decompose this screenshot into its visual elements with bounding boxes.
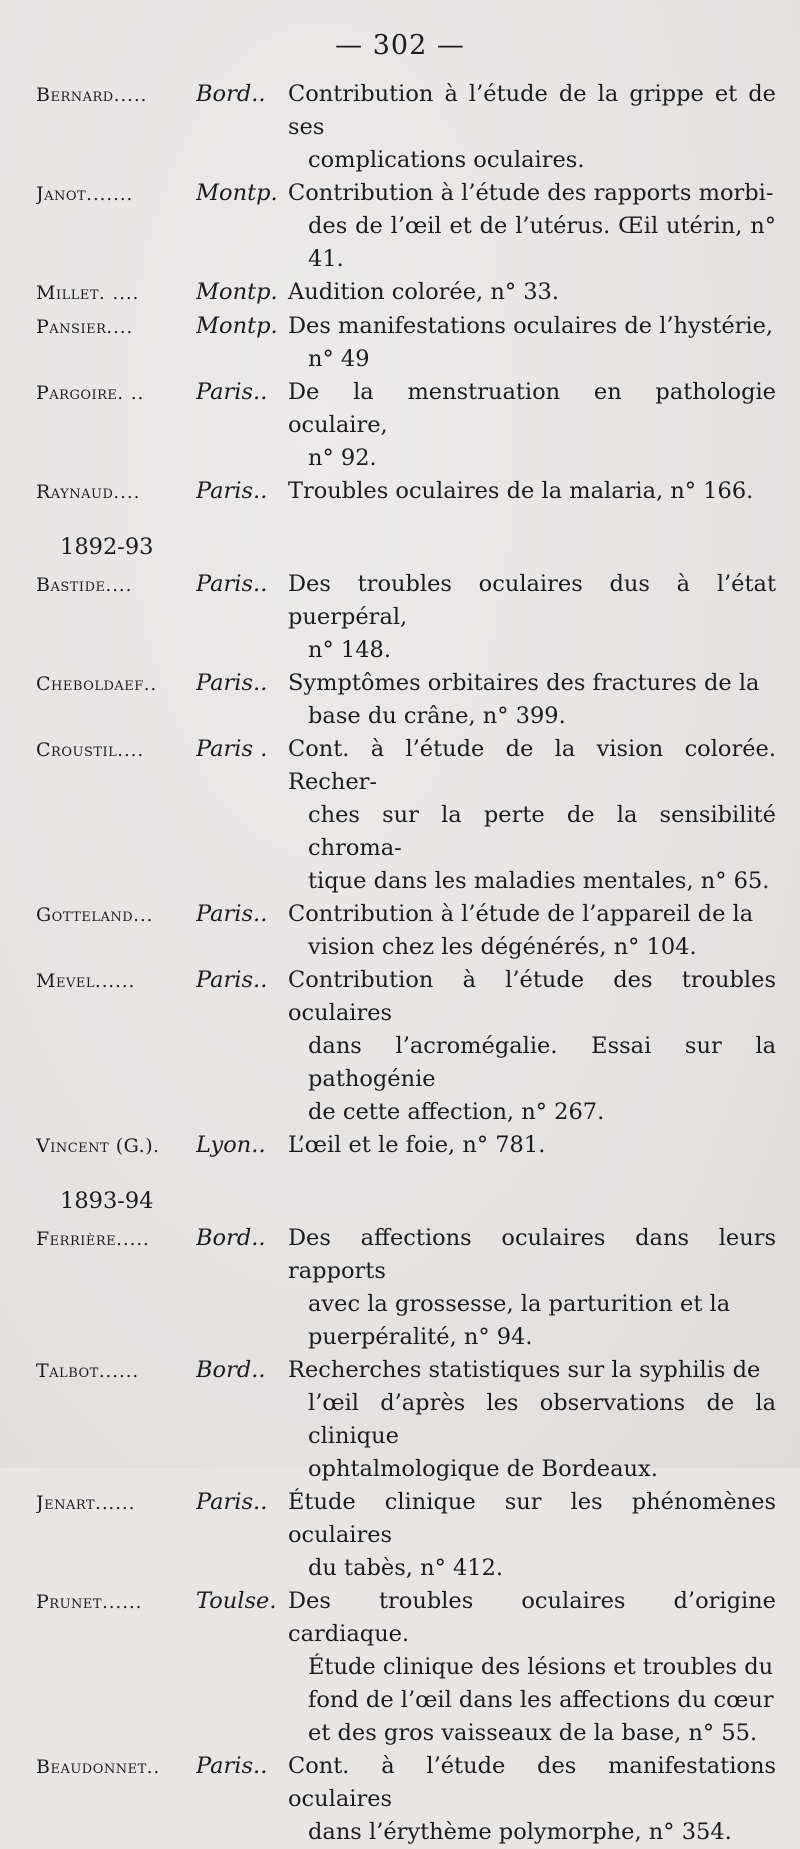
faculty-city: Bord.. — [196, 81, 266, 107]
title-line: Symptômes orbitaires des fractures de la — [288, 670, 760, 696]
thesis-title — [288, 1222, 776, 1354]
thesis-entry — [36, 376, 776, 475]
thesis-entry — [36, 1486, 776, 1585]
author-name: Vincent (G.) — [36, 1135, 154, 1157]
author-name: Mevel — [36, 970, 95, 992]
thesis-entry — [36, 1585, 776, 1750]
title-line: Des troubles oculaires d’origine cardiaque. — [288, 1588, 776, 1647]
faculty-city: Paris.. — [196, 379, 268, 405]
author-cell — [36, 1129, 196, 1163]
title-line: Troubles oculaires de la malaria, n° 166. — [288, 478, 754, 504]
thesis-title — [288, 1750, 776, 1849]
thesis-title — [288, 177, 776, 276]
thesis-title — [288, 276, 776, 309]
author-cell — [36, 733, 196, 767]
title-line: n° 92. — [308, 445, 377, 471]
leader-dots: ... — [133, 905, 154, 926]
thesis-entry — [36, 568, 776, 667]
thesis-title — [288, 1129, 776, 1162]
thesis-title — [288, 310, 776, 376]
leader-dots: ...... — [98, 1361, 140, 1382]
faculty-city: Paris.. — [196, 571, 268, 597]
title-line: complications oculaires. — [308, 147, 585, 173]
title-line: n° 49 — [308, 346, 370, 372]
author-cell — [36, 475, 196, 509]
thesis-entry — [36, 1750, 776, 1849]
title-line: du tabès, n° 412. — [308, 1555, 504, 1581]
author-cell — [36, 78, 196, 112]
thesis-entry — [36, 475, 776, 509]
leader-dots: .. — [143, 674, 158, 695]
author-name: Croustil — [36, 739, 118, 761]
thesis-title — [288, 78, 776, 177]
author-cell — [36, 898, 196, 932]
thesis-entry — [36, 1354, 776, 1486]
thesis-title — [288, 667, 776, 733]
title-line: Contribution à l’étude des rapports morbi- — [288, 180, 774, 206]
thesis-entry — [36, 1222, 776, 1354]
faculty-city: Paris.. — [196, 1489, 268, 1515]
faculty-city: Lyon.. — [196, 1132, 266, 1158]
author-name: Gotteland — [36, 904, 134, 926]
author-cell — [36, 1222, 196, 1256]
leader-dots: ...... — [95, 1493, 136, 1514]
faculty-city: Montp. — [196, 313, 278, 339]
leader-dots: .... — [106, 317, 134, 338]
faculty-city: Bord.. — [196, 1357, 266, 1383]
faculty-city: Paris . — [196, 736, 268, 762]
title-line: tique dans les maladies mentales, n° 65. — [308, 868, 770, 894]
title-line: n° 148. — [308, 637, 391, 663]
title-line: De la menstruation en pathologie oculaire, — [288, 379, 776, 438]
leader-dots: ...... — [94, 971, 136, 992]
author-name: Prunet — [36, 1591, 103, 1613]
thesis-title — [288, 1585, 776, 1750]
thesis-entry — [36, 1129, 776, 1163]
thesis-list — [36, 78, 776, 1849]
author-name: Pansier — [36, 316, 107, 338]
thesis-entry — [36, 78, 776, 177]
author-name: Raynaud — [36, 481, 114, 503]
leader-dots: ..... — [116, 1229, 150, 1250]
author-cell — [36, 376, 196, 410]
thesis-entry — [36, 276, 776, 310]
faculty-city: Paris.. — [196, 670, 268, 696]
author-cell — [36, 1750, 196, 1784]
faculty-city: Bord.. — [196, 1225, 266, 1251]
author-cell — [36, 276, 196, 310]
author-name: Talbot — [36, 1360, 99, 1382]
author-name: Ferrière — [36, 1228, 117, 1250]
title-line: Cont. à l’étude des manifestations oculaires — [288, 1753, 776, 1812]
leader-dots: .... — [105, 575, 133, 596]
title-line: dans l’acromégalie. Essai sur la pathogénie — [308, 1033, 776, 1092]
thesis-entry — [36, 310, 776, 376]
title-line: Cont. à l’étude de la vision colorée. Recher- — [288, 736, 776, 795]
faculty-city: Paris.. — [196, 478, 268, 504]
author-cell — [36, 568, 196, 602]
author-name: Beaudonnet — [36, 1756, 147, 1778]
title-line: Étude clinique sur les phénomènes oculaires — [288, 1489, 776, 1548]
thesis-entry — [36, 898, 776, 964]
leader-dots: ....... — [86, 184, 134, 205]
leader-dots: .... — [117, 740, 145, 761]
thesis-title — [288, 1486, 776, 1585]
title-line: Des troubles oculaires dus à l’état puerpéral, — [288, 571, 776, 630]
thesis-entry — [36, 733, 776, 898]
author-cell — [36, 1354, 196, 1388]
thesis-entry — [36, 177, 776, 276]
title-line: Audition colorée, n° 33. — [288, 279, 560, 305]
title-line: fond de l’œil dans les affections du cœur — [308, 1687, 774, 1713]
title-line: de cette affection, n° 267. — [308, 1099, 605, 1125]
title-line: Des manifestations oculaires de l’hystérie, — [288, 313, 774, 339]
thesis-title — [288, 733, 776, 898]
title-line: et des gros vaisseaux de la base, n° 55. — [308, 1720, 758, 1746]
author-name: Bernard — [36, 84, 114, 106]
thesis-title — [288, 376, 776, 475]
thesis-title — [288, 475, 776, 508]
author-name: Millet — [36, 282, 100, 304]
title-line: avec la grossesse, la parturition et la — [308, 1291, 731, 1317]
year-heading: 1893-94 — [60, 1188, 154, 1214]
faculty-city: Paris.. — [196, 967, 268, 993]
author-name: Cheboldaef — [36, 673, 144, 695]
faculty-city: Paris.. — [196, 901, 268, 927]
title-line: des de l’œil et de l’utérus. Œil utérin, n° 41. — [308, 213, 776, 272]
thesis-title — [288, 898, 776, 964]
leader-dots: . .. — [117, 383, 145, 404]
year-heading: 1892-93 — [60, 534, 154, 560]
faculty-city: Montp. — [196, 180, 278, 206]
title-line: vision chez les dégénérés, n° 104. — [308, 934, 697, 960]
leader-dots: .. — [146, 1757, 161, 1778]
title-line: Contribution à l’étude des troubles oculaires — [288, 967, 776, 1026]
faculty-city: Montp. — [196, 279, 278, 305]
title-line: puerpéralité, n° 94. — [308, 1324, 533, 1350]
title-line: Contribution à l’étude de la grippe et de ses — [288, 81, 776, 140]
leader-dots: . .... — [99, 283, 140, 304]
leader-dots: ..... — [113, 85, 148, 106]
thesis-title — [288, 1354, 776, 1486]
title-line: Étude clinique des lésions et troubles du — [308, 1654, 774, 1680]
author-name: Janot — [36, 183, 87, 205]
thesis-title — [288, 964, 776, 1129]
title-line: dans l’érythème polymorphe, n° 354. — [308, 1819, 732, 1845]
faculty-city: Toulse. — [196, 1588, 277, 1614]
author-name: Jenart — [36, 1492, 96, 1514]
leader-dots: .... — [113, 482, 141, 503]
thesis-entry — [36, 667, 776, 733]
leader-dots: ...... — [102, 1592, 143, 1613]
faculty-city: Paris.. — [196, 1753, 268, 1779]
thesis-title — [288, 568, 776, 667]
author-name: Pargoire — [36, 382, 118, 404]
author-cell — [36, 964, 196, 998]
title-line: Contribution à l’étude de l’appareil de la — [288, 901, 754, 927]
author-cell — [36, 1585, 196, 1619]
title-line: base du crâne, n° 399. — [308, 703, 566, 729]
author-cell — [36, 667, 196, 701]
title-line: ches sur la perte de la sensibilité chroma- — [308, 802, 776, 861]
author-name: Bastide — [36, 574, 106, 596]
title-line: L’œil et le foie, n° 781. — [288, 1132, 546, 1158]
title-line: Recherches statistiques sur la syphilis de — [288, 1357, 761, 1383]
thesis-entry — [36, 964, 776, 1129]
leader-dots: . — [153, 1136, 160, 1157]
title-line: Des affections oculaires dans leurs rapports — [288, 1225, 776, 1284]
author-cell — [36, 310, 196, 344]
author-cell — [36, 177, 196, 211]
page-number: — 302 — — [335, 30, 465, 61]
title-line: ophtalmologique de Bordeaux. — [308, 1456, 658, 1482]
title-line: l’œil d’après les observations de la clinique — [308, 1390, 776, 1449]
author-cell — [36, 1486, 196, 1520]
